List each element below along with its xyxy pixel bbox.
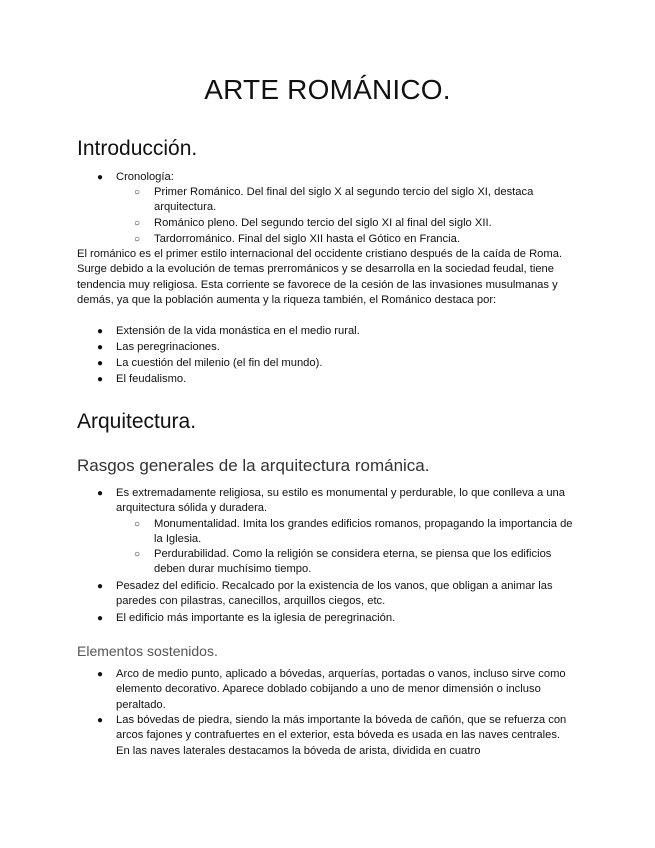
bullet-dot: ● — [97, 669, 104, 680]
bullet-circle: ○ — [134, 234, 141, 245]
bullet-circle: ○ — [134, 187, 141, 198]
cronologia-item: Tardorrománico. Final del siglo XII hasta el Gótico en Francia. — [154, 233, 460, 245]
bullet-dot: ● — [97, 613, 104, 624]
bullet-circle: ○ — [134, 549, 141, 560]
intro-paragraph: El románico es el primer estilo internacional del occidente cristiano después de la caída de Roma. Surge debido a la evolución de temas prerrománicos y se desarrolla en la sociedad feudal, tiene tendencia muy religiosa. Esta corriente se favorece de la cesión de las invasiones musulmanas y demás, ya que la población aumenta y la riqueza también, el Románico destaca por: — [77, 248, 563, 306]
rasgos-subitem: Perdurabilidad. Como la religión se considera eterna, se piensa que los edificios deben durar muchísimo tiempo. — [154, 548, 552, 576]
document-title: ARTE ROMÁNICO. — [204, 74, 451, 105]
bullet-dot: ● — [97, 715, 104, 726]
factor-item: Las peregrinaciones. — [116, 341, 220, 353]
bullet-dot: ● — [97, 326, 104, 337]
cronologia-label: Cronología: — [116, 171, 174, 183]
factor-item: La cuestión del milenio (el fin del mundo). — [116, 357, 323, 369]
bullet-dot: ● — [97, 172, 104, 183]
bullet-circle: ○ — [134, 519, 141, 530]
rasgos-heading: Rasgos generales de la arquitectura románica. — [77, 456, 430, 475]
rasgos-subitem: Monumentalidad. Imita los grandes edificios romanos, propagando la importancia de la Iglesia. — [154, 518, 573, 546]
bullet-dot: ● — [97, 488, 104, 499]
bullet-dot: ● — [97, 581, 104, 592]
rasgos-item: El edificio más importante es la iglesia de peregrinación. — [116, 612, 396, 624]
bullet-dot: ● — [97, 358, 104, 369]
cronologia-item: Primer Románico. Del final del siglo X al segundo tercio del siglo XI, destaca arquitectura. — [154, 186, 534, 214]
intro-heading: Introducción. — [77, 137, 198, 160]
bullet-dot: ● — [97, 374, 104, 385]
elementos-heading: Elementos sostenidos. — [77, 643, 218, 659]
elementos-item: Las bóvedas de piedra, siendo la más importante la bóveda de cañón, que se refuerza con arcos fajones y contrafuertes en el exterior, esta bóveda es usada en las naves centrales. En las naves laterales destacamos la bóveda de arista, dividida en cuatro — [116, 714, 567, 757]
rasgos-item: Es extremadamente religiosa, su estilo es monumental y perdurable, lo que conlleva a una arquitectura sólida y duradera. — [116, 487, 565, 515]
bullet-dot: ● — [97, 342, 104, 353]
factor-item: Extensión de la vida monástica en el medio rural. — [116, 325, 360, 337]
cronologia-item: Románico pleno. Del segundo tercio del siglo XI al final del siglo XII. — [154, 217, 492, 229]
arquitectura-heading: Arquitectura. — [77, 410, 197, 433]
rasgos-item: Pesadez del edificio. Recalcado por la existencia de los vanos, que obligan a animar las paredes con pilastras, canecillos, arquillos ciegos, etc. — [116, 580, 553, 608]
bullet-circle: ○ — [134, 218, 141, 229]
elementos-item: Arco de medio punto, aplicado a bóvedas, arquerías, portadas o vanos, incluso sirve como elemento decorativo. Aparece doblado cobijando a uno de menor dimensión o incluso peraltado. — [116, 668, 566, 711]
factor-item: El feudalismo. — [116, 373, 187, 385]
